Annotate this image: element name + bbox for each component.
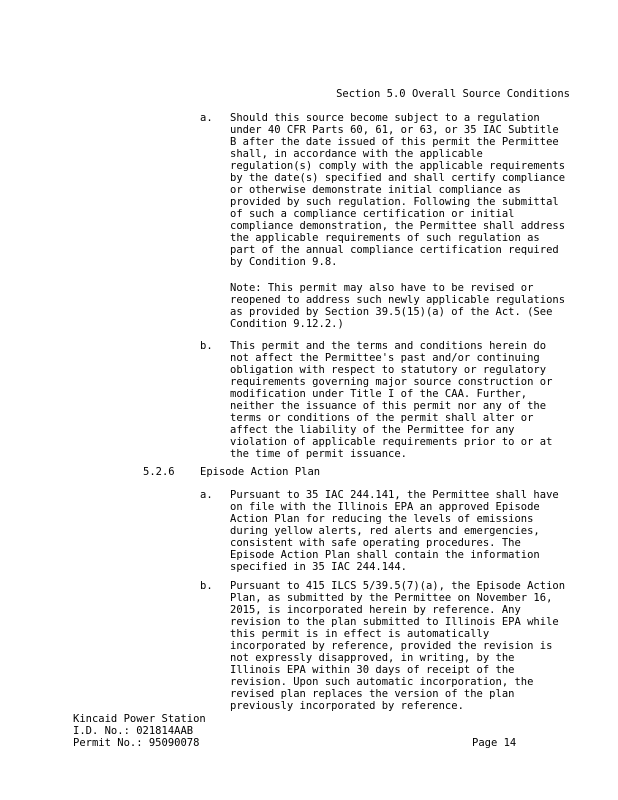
item-text: Should this source become subject to a regulation under 40 CFR Parts 60, 61, or 63, or 35 IAC Subtitle B after the date issued of this permit the Permittee shall, in accordance with the applicable regulation(s) comply with the applicable requirements by the date(s) specified and shall certify compliance or otherwise demonstrate initial compliance as provided by such regulation. Following the submittal of such a compliance certification or initial compliance demonstration, the Permittee shall address the applicable requirements of such regulation as part of the annual compliance certification required by Condition 9.8. [230, 112, 566, 268]
item-text: Pursuant to 415 ILCS 5/39.5(7)(a), the Episode Action Plan, as submitted by the Permittee on November 16, 2015, is incorporated herein by reference. Any revision to the plan submitted to Illinois EPA while this permit is in effect is automatically incorporated by reference, provided the revision is not expressly disapproved, in writing, by the Illinois EPA within 30 days of receipt of the revision. Upon such automatic incorporation, the revised plan replaces the version of the plan previously incorporated by reference. [230, 580, 566, 712]
facility-name: Kincaid Power Station [73, 713, 206, 725]
subsection-item-b [200, 580, 570, 712]
subsection-number: 5.2.6 [143, 466, 175, 478]
list-item-a [200, 112, 570, 268]
note-paragraph: Note: This permit may also have to be revised or reopened to address such newly applicable regulations as provided by Section 39.5(15)(a) of the Act. (See Condition 9.12.2.) [230, 282, 566, 330]
section-header: Section 5.0 Overall Source Conditions [336, 88, 570, 100]
permit-number: Permit No.: 95090078 [73, 737, 200, 749]
item-text: This permit and the terms and conditions herein do not affect the Permittee's past and/or continuing obligation with respect to statutory or regulatory requirements governing major source construction or modification under Title I of the CAA. Further, neither the issuance of this permit nor any of the terms or conditions of the permit shall alter or affect the liability of the Permittee for any violation of applicable requirements prior to or at the time of permit issuance. [230, 340, 553, 460]
page-footer [73, 713, 523, 749]
subsection-item-a [200, 489, 570, 573]
item-marker: b. [200, 580, 213, 592]
item-text: Pursuant to 35 IAC 244.141, the Permittee shall have on file with the Illinois EPA an approved Episode Action Plan for reducing the levels of emissions during yellow alerts, red alerts and emergencies, consistent with safe operating procedures. The Episode Action Plan shall contain the information specified in 35 IAC 244.144. [230, 489, 559, 573]
page-number: Page 14 [472, 737, 517, 749]
list-item-b [200, 340, 570, 460]
item-marker: a. [200, 489, 213, 501]
id-number: I.D. No.: 021814AAB [73, 725, 194, 737]
item-marker: b. [200, 340, 213, 352]
subsection-title: Episode Action Plan [200, 466, 321, 478]
item-marker: a. [200, 112, 213, 124]
